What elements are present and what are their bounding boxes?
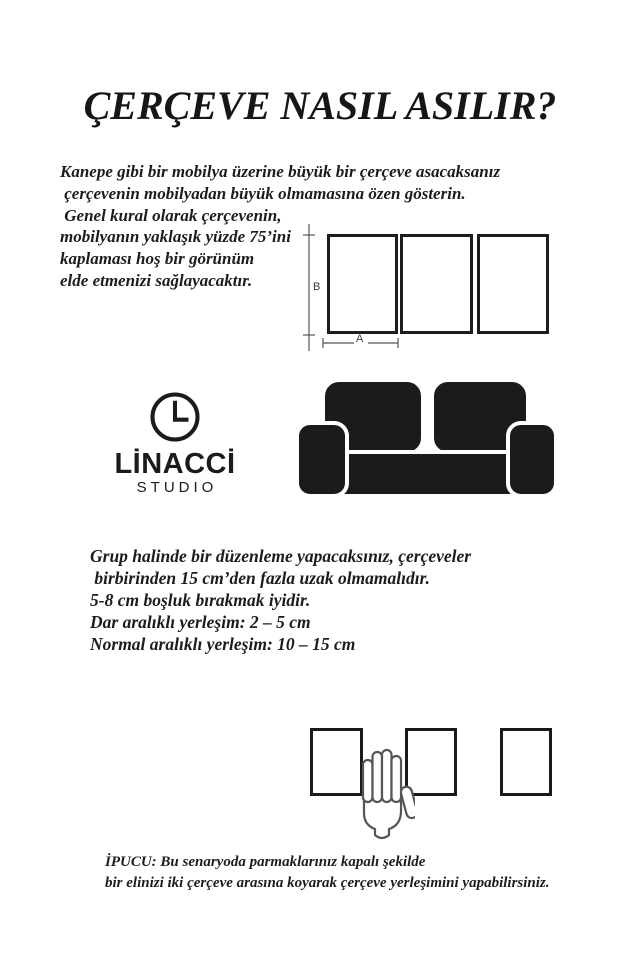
- picture-frame: [402, 236, 472, 333]
- text-line: elde etmenizi sağlayacaktır.: [60, 270, 253, 290]
- hand-finger: [363, 760, 373, 802]
- picture-frame: [310, 728, 363, 796]
- page-title: ÇERÇEVE NASIL ASILIR?: [83, 83, 557, 128]
- text-line: Dar aralıklı yerleşim: 2 – 5 cm: [90, 612, 311, 632]
- text-line: birbirinden 15 cm’den fazla uzak olmamalıdır.: [90, 568, 430, 588]
- clock-icon: [148, 390, 202, 444]
- text-line: Normal aralıklı yerleşim: 10 – 15 cm: [90, 634, 356, 654]
- text-line: kaplaması hoş bir görünüm: [60, 249, 255, 269]
- text-line: mobilyanın yaklaşık yüzde 75’ini: [60, 227, 291, 247]
- logo-subtitle: STUDIO: [136, 479, 218, 496]
- sofa-armrest: [297, 423, 347, 496]
- frame-dimensions-diagram: [302, 218, 556, 358]
- sofa-icon: [292, 371, 560, 501]
- height-dimension-label: B: [313, 281, 321, 293]
- text-line: 5-8 cm boşluk bırakmak iyidir.: [90, 590, 311, 610]
- text-line: Grup halinde bir düzenleme yapacaksınız, çerçeveler: [90, 546, 472, 566]
- picture-frame: [500, 728, 552, 796]
- linacci-logo: [99, 390, 251, 496]
- tip-paragraph: [105, 852, 550, 894]
- spacing-paragraph: [90, 545, 471, 655]
- sofa-seat-cushion: [325, 452, 523, 496]
- hand-icon: [357, 745, 415, 841]
- logo-name: LİNACCİ: [114, 448, 236, 480]
- hand-finger: [392, 756, 402, 802]
- text-line: Kanepe gibi bir mobilya üzerine büyük bir çerçeve asacaksanız: [60, 162, 501, 181]
- text-line: bir elinizi iki çerçeve arasına koyarak çerçeve yerleşimini yapabilirsiniz.: [105, 875, 550, 891]
- width-dimension-label: A: [356, 333, 364, 345]
- text-line: çerçevenin mobilyadan büyük olmamasına özen gösterin.: [60, 183, 466, 203]
- hand-finger: [382, 750, 392, 802]
- picture-frame: [329, 236, 397, 333]
- picture-frame: [479, 236, 548, 333]
- sofa-armrest: [508, 423, 556, 496]
- text-line: Genel kural olarak çerçevenin,: [60, 205, 282, 225]
- hand-finger: [373, 752, 383, 802]
- text-line: İPUCU: Bu senaryoda parmaklarınız kapalı şekilde: [105, 854, 426, 870]
